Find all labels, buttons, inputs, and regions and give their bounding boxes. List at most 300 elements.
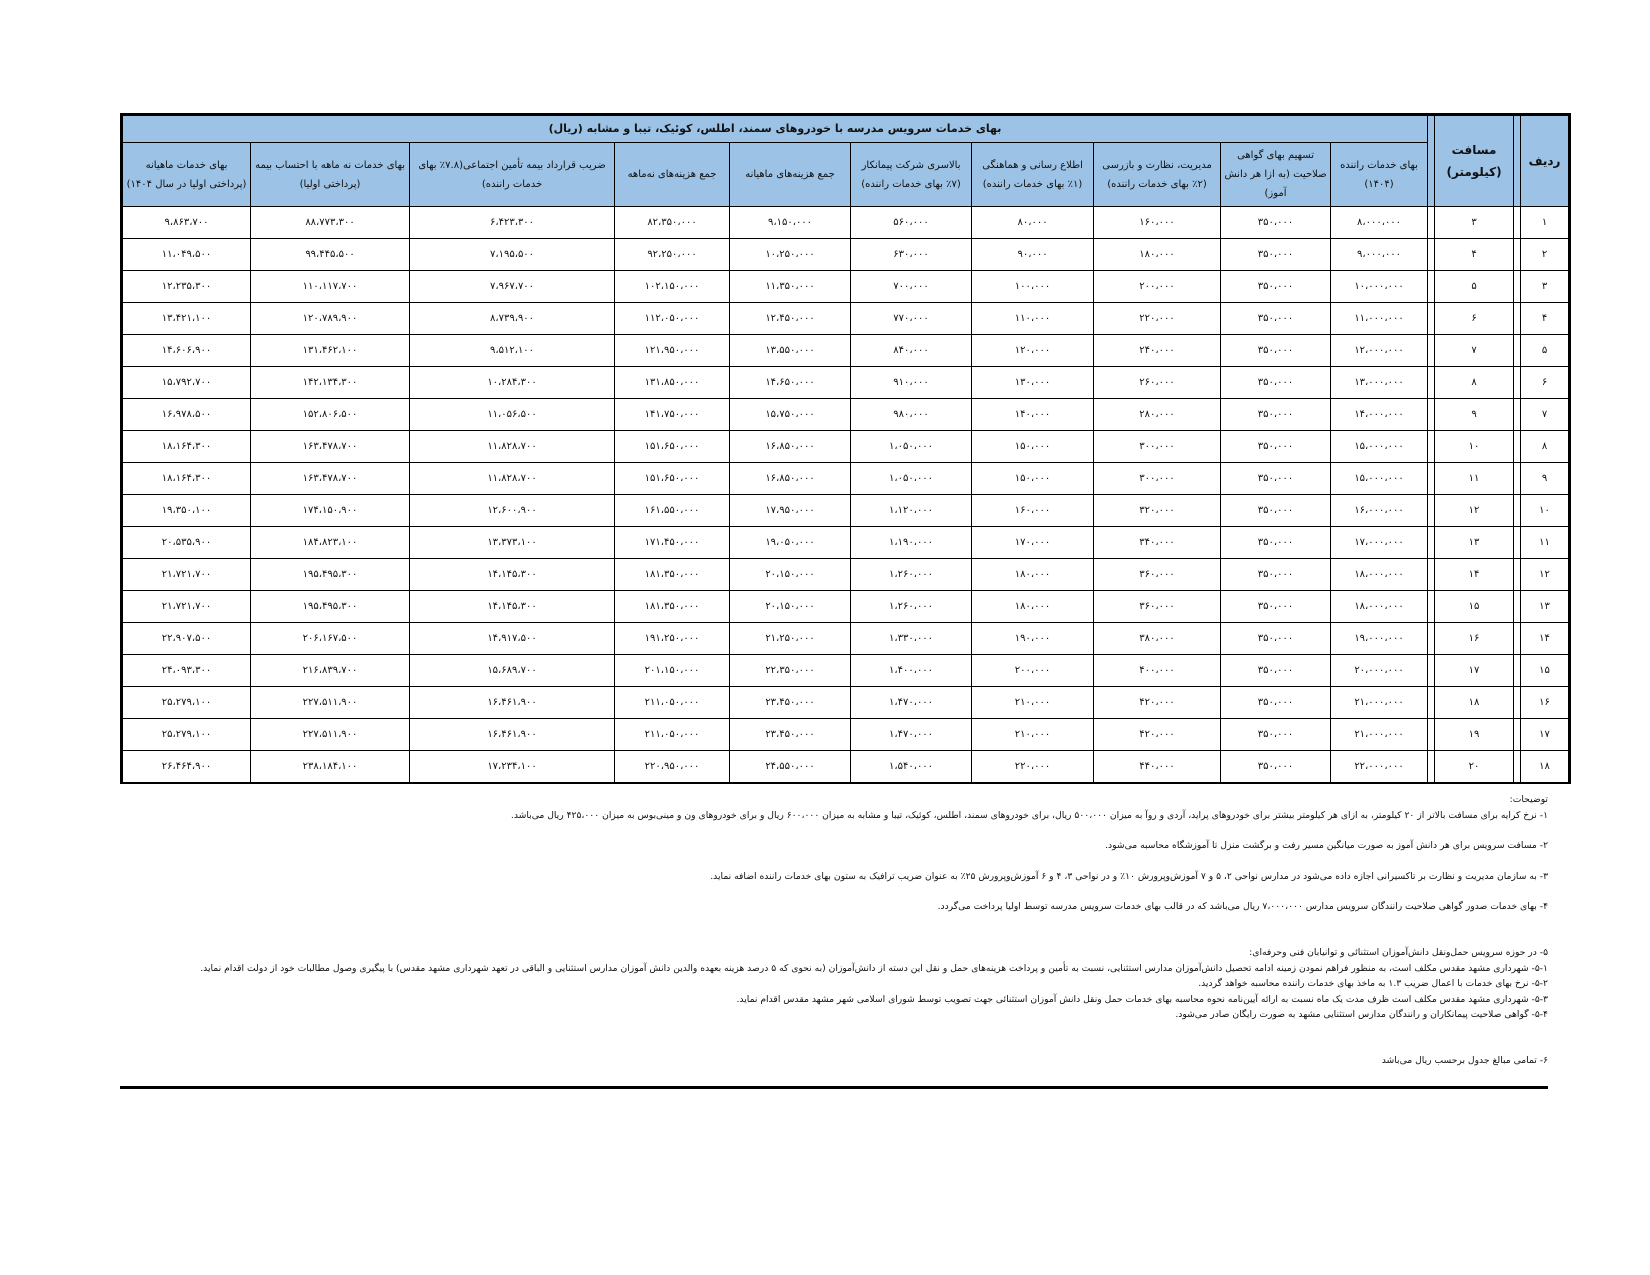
cell-insurance: ۱۰،۲۸۴،۳۰۰: [410, 367, 615, 399]
spacer-cell: [1428, 751, 1435, 784]
cell-contractor: ۱،۲۶۰،۰۰۰: [851, 591, 972, 623]
cell-contractor: ۱،۱۹۰،۰۰۰: [851, 527, 972, 559]
cell-monthly-total: ۹،۱۵۰،۰۰۰: [730, 207, 851, 239]
cell-nine-month-fee: ۲۳۸،۱۸۴،۱۰۰: [251, 751, 410, 784]
cell-no: ۴: [1521, 303, 1570, 335]
table-row: [122, 431, 1570, 463]
header-row-no: ردیف: [1521, 115, 1570, 207]
cell-information: ۱۸۰،۰۰۰: [972, 591, 1094, 623]
table-row: [122, 751, 1570, 784]
cell-nine-month-fee: ۱۴۲،۱۳۴،۳۰۰: [251, 367, 410, 399]
spacer-cell: [1514, 207, 1521, 239]
cell-insurance: ۱۱،۰۵۶،۵۰۰: [410, 399, 615, 431]
table-row: [122, 303, 1570, 335]
cell-distance: ۱۱: [1435, 463, 1514, 495]
cell-distance: ۱۵: [1435, 591, 1514, 623]
spacer-cell: [1514, 399, 1521, 431]
cell-distance: ۱۲: [1435, 495, 1514, 527]
cell-nine-month-fee: ۱۹۵،۴۹۵،۳۰۰: [251, 591, 410, 623]
cell-insurance: ۱۴،۹۱۷،۵۰۰: [410, 623, 615, 655]
cell-nine-month-total: ۱۸۱،۳۵۰،۰۰۰: [615, 591, 730, 623]
cell-nine-month-total: ۸۲،۳۵۰،۰۰۰: [615, 207, 730, 239]
spacer-cell: [1428, 271, 1435, 303]
cell-management: ۱۶۰،۰۰۰: [1094, 207, 1221, 239]
cell-nine-month-fee: ۱۹۵،۴۹۵،۳۰۰: [251, 559, 410, 591]
cell-management: ۳۸۰،۰۰۰: [1094, 623, 1221, 655]
table-row: [122, 719, 1570, 751]
cell-information: ۱۵۰،۰۰۰: [972, 463, 1094, 495]
table-row: [122, 655, 1570, 687]
cell-monthly-fee: ۱۴،۶۰۶،۹۰۰: [122, 335, 251, 367]
table-body: [122, 207, 1570, 784]
cell-monthly-fee: ۲۱،۷۲۱،۷۰۰: [122, 559, 251, 591]
header-nine-month-fee: بهای خدمات نه ماهه با احتساب بیمه (پرداختی اولیا): [251, 143, 410, 207]
cell-monthly-total: ۱۲،۴۵۰،۰۰۰: [730, 303, 851, 335]
note-5-2: ۵-۲- نرخ بهای خدمات با اعمال ضریب ۱.۳ به ماخذ بهای خدمات راننده محاسبه خواهد گردید.: [1198, 978, 1548, 990]
spacer-cell: [1514, 303, 1521, 335]
cell-monthly-fee: ۱۵،۷۹۲،۷۰۰: [122, 367, 251, 399]
cell-no: ۱۵: [1521, 655, 1570, 687]
cell-monthly-total: ۲۳،۴۵۰،۰۰۰: [730, 687, 851, 719]
cell-contractor: ۱،۴۰۰،۰۰۰: [851, 655, 972, 687]
note-6: ۶- تمامی مبالغ جدول برحسب ریال می‌باشد: [1381, 1054, 1548, 1066]
cell-no: ۱۷: [1521, 719, 1570, 751]
header-management: مدیریت، نظارت و بازرسی (۲٪ بهای خدمات راننده): [1094, 143, 1221, 207]
cell-nine-month-total: ۱۵۱،۶۵۰،۰۰۰: [615, 431, 730, 463]
cell-monthly-fee: ۱۸،۱۶۴،۳۰۰: [122, 431, 251, 463]
spacer-cell: [1428, 591, 1435, 623]
cell-certificate: ۳۵۰،۰۰۰: [1221, 655, 1331, 687]
cell-monthly-total: ۱۶،۸۵۰،۰۰۰: [730, 463, 851, 495]
cell-monthly-total: ۲۰،۱۵۰،۰۰۰: [730, 591, 851, 623]
cell-no: ۵: [1521, 335, 1570, 367]
spacer-cell: [1428, 655, 1435, 687]
cell-nine-month-fee: ۱۷۴،۱۵۰،۹۰۰: [251, 495, 410, 527]
header-information: اطلاع رسانی و هماهنگی (۱٪ بهای خدمات راننده): [972, 143, 1094, 207]
spacer-cell: [1428, 463, 1435, 495]
cell-nine-month-fee: ۱۵۲،۸۰۶،۵۰۰: [251, 399, 410, 431]
cell-no: ۱۶: [1521, 687, 1570, 719]
cell-driver-fee: ۱۷،۰۰۰،۰۰۰: [1331, 527, 1428, 559]
cell-certificate: ۳۵۰،۰۰۰: [1221, 623, 1331, 655]
header-nine-month-total: جمع هزینه‌های نه‌ماهه: [615, 143, 730, 207]
spacer-cell: [1514, 527, 1521, 559]
cell-insurance: ۱۵،۶۸۹،۷۰۰: [410, 655, 615, 687]
cell-management: ۲۴۰،۰۰۰: [1094, 335, 1221, 367]
cell-information: ۱۷۰،۰۰۰: [972, 527, 1094, 559]
spacer-cell: [1514, 751, 1521, 784]
cell-distance: ۶: [1435, 303, 1514, 335]
cell-monthly-total: ۲۲،۳۵۰،۰۰۰: [730, 655, 851, 687]
cell-monthly-total: ۱۵،۷۵۰،۰۰۰: [730, 399, 851, 431]
cell-management: ۳۲۰،۰۰۰: [1094, 495, 1221, 527]
cell-driver-fee: ۱۰،۰۰۰،۰۰۰: [1331, 271, 1428, 303]
cell-information: ۱۹۰،۰۰۰: [972, 623, 1094, 655]
spacer-cell: [1514, 687, 1521, 719]
cell-contractor: ۵۶۰،۰۰۰: [851, 207, 972, 239]
cell-monthly-fee: ۲۱،۷۲۱،۷۰۰: [122, 591, 251, 623]
cell-certificate: ۳۵۰،۰۰۰: [1221, 463, 1331, 495]
table-row: [122, 239, 1570, 271]
cell-driver-fee: ۱۳،۰۰۰،۰۰۰: [1331, 367, 1428, 399]
cell-information: ۱۶۰،۰۰۰: [972, 495, 1094, 527]
cell-driver-fee: ۱۴،۰۰۰،۰۰۰: [1331, 399, 1428, 431]
cell-management: ۲۶۰،۰۰۰: [1094, 367, 1221, 399]
cell-insurance: ۱۶،۴۶۱،۹۰۰: [410, 687, 615, 719]
note-5: ۵- در حوزه سرویس حمل‌ونقل دانش‌آموزان استثنائی و توانیابان فنی وحرفه‌ای:: [1249, 946, 1548, 958]
cell-certificate: ۳۵۰،۰۰۰: [1221, 751, 1331, 784]
cell-insurance: ۱۶،۴۶۱،۹۰۰: [410, 719, 615, 751]
spacer-cell: [1428, 495, 1435, 527]
note-5-4: ۵-۴- گواهی صلاحیت پیمانکاران و رانندگان مدارس استثنایی مشهد به صورت رایگان صادر می‌شود.: [1175, 1009, 1548, 1021]
cell-information: ۱۸۰،۰۰۰: [972, 559, 1094, 591]
header-certificate: تسهیم بهای گواهی صلاحیت (به ازا هر دانش آموز): [1221, 143, 1331, 207]
cell-nine-month-fee: ۲۰۶،۱۶۷،۵۰۰: [251, 623, 410, 655]
cell-information: ۲۰۰،۰۰۰: [972, 655, 1094, 687]
cell-management: ۳۶۰،۰۰۰: [1094, 559, 1221, 591]
spacer-cell: [1428, 719, 1435, 751]
cell-monthly-total: ۲۳،۴۵۰،۰۰۰: [730, 719, 851, 751]
cell-driver-fee: ۱۵،۰۰۰،۰۰۰: [1331, 431, 1428, 463]
cell-insurance: ۱۲،۶۰۰،۹۰۰: [410, 495, 615, 527]
cell-distance: ۱۴: [1435, 559, 1514, 591]
cell-nine-month-fee: ۱۸۴،۸۲۳،۱۰۰: [251, 527, 410, 559]
cell-information: ۱۳۰،۰۰۰: [972, 367, 1094, 399]
cell-information: ۸۰،۰۰۰: [972, 207, 1094, 239]
cell-driver-fee: ۱۸،۰۰۰،۰۰۰: [1331, 559, 1428, 591]
cell-distance: ۱۳: [1435, 527, 1514, 559]
cell-monthly-fee: ۲۰،۵۳۵،۹۰۰: [122, 527, 251, 559]
cell-monthly-fee: ۲۶،۴۶۴،۹۰۰: [122, 751, 251, 784]
cell-certificate: ۳۵۰،۰۰۰: [1221, 719, 1331, 751]
cell-nine-month-total: ۱۰۲،۱۵۰،۰۰۰: [615, 271, 730, 303]
cell-management: ۳۰۰،۰۰۰: [1094, 463, 1221, 495]
cell-insurance: ۶،۴۲۳،۳۰۰: [410, 207, 615, 239]
cell-insurance: ۱۷،۲۳۴،۱۰۰: [410, 751, 615, 784]
cell-nine-month-total: ۱۱۲،۰۵۰،۰۰۰: [615, 303, 730, 335]
cell-distance: ۷: [1435, 335, 1514, 367]
cell-driver-fee: ۱۶،۰۰۰،۰۰۰: [1331, 495, 1428, 527]
spacer-cell: [1514, 463, 1521, 495]
cell-distance: ۸: [1435, 367, 1514, 399]
notes-section: [120, 792, 1548, 1069]
cell-monthly-total: ۱۴،۶۵۰،۰۰۰: [730, 367, 851, 399]
spacer-cell: [1428, 399, 1435, 431]
cell-management: ۴۲۰،۰۰۰: [1094, 687, 1221, 719]
cell-nine-month-total: ۱۶۱،۵۵۰،۰۰۰: [615, 495, 730, 527]
cell-distance: ۵: [1435, 271, 1514, 303]
cell-distance: ۱۸: [1435, 687, 1514, 719]
tariff-table: [120, 113, 1571, 784]
cell-insurance: ۷،۹۶۷،۷۰۰: [410, 271, 615, 303]
cell-monthly-total: ۱۰،۲۵۰،۰۰۰: [730, 239, 851, 271]
cell-nine-month-total: ۱۳۱،۸۵۰،۰۰۰: [615, 367, 730, 399]
table-row: [122, 559, 1570, 591]
cell-distance: ۱۶: [1435, 623, 1514, 655]
cell-driver-fee: ۸،۰۰۰،۰۰۰: [1331, 207, 1428, 239]
table-row: [122, 495, 1570, 527]
cell-insurance: ۸،۷۳۹،۹۰۰: [410, 303, 615, 335]
cell-no: ۷: [1521, 399, 1570, 431]
cell-no: ۱۸: [1521, 751, 1570, 784]
cell-contractor: ۱،۰۵۰،۰۰۰: [851, 431, 972, 463]
cell-nine-month-fee: ۱۳۱،۴۶۲،۱۰۰: [251, 335, 410, 367]
table-row: [122, 367, 1570, 399]
cell-no: ۱: [1521, 207, 1570, 239]
spacer-cell: [1428, 687, 1435, 719]
cell-nine-month-total: ۲۲۰،۹۵۰،۰۰۰: [615, 751, 730, 784]
cell-contractor: ۶۳۰،۰۰۰: [851, 239, 972, 271]
cell-nine-month-total: ۹۲،۲۵۰،۰۰۰: [615, 239, 730, 271]
cell-nine-month-fee: ۲۲۷،۵۱۱،۹۰۰: [251, 687, 410, 719]
cell-nine-month-fee: ۱۲۰،۷۸۹،۹۰۰: [251, 303, 410, 335]
cell-nine-month-total: ۱۹۱،۲۵۰،۰۰۰: [615, 623, 730, 655]
cell-distance: ۱۹: [1435, 719, 1514, 751]
cell-insurance: ۱۴،۱۴۵،۳۰۰: [410, 559, 615, 591]
spacer-cell: [1514, 655, 1521, 687]
cell-certificate: ۳۵۰،۰۰۰: [1221, 431, 1331, 463]
cell-nine-month-total: ۱۴۱،۷۵۰،۰۰۰: [615, 399, 730, 431]
table-row: [122, 399, 1570, 431]
tariff-sheet: [120, 113, 1561, 1069]
cell-contractor: ۱،۴۷۰،۰۰۰: [851, 687, 972, 719]
spacer-cell: [1514, 591, 1521, 623]
cell-certificate: ۳۵۰،۰۰۰: [1221, 367, 1331, 399]
cell-no: ۱۱: [1521, 527, 1570, 559]
cell-information: ۲۲۰،۰۰۰: [972, 751, 1094, 784]
cell-driver-fee: ۱۵،۰۰۰،۰۰۰: [1331, 463, 1428, 495]
cell-contractor: ۹۱۰،۰۰۰: [851, 367, 972, 399]
notes-heading: توضیحات:: [1509, 794, 1548, 805]
note-5-3: ۵-۳- شهرداری مشهد مقدس مکلف است ظرف مدت یک ماه نسبت به ارائه آیین‌نامه نحوه محاسبه بهای خدمات حمل ونقل دانش آموزان استثنائی جهت تصویب توسط شورای اسلامی شهر مشهد مقدس اقدام نماید.: [736, 993, 1548, 1005]
cell-no: ۹: [1521, 463, 1570, 495]
spacer-cell: [1514, 431, 1521, 463]
cell-insurance: ۹،۵۱۲،۱۰۰: [410, 335, 615, 367]
cell-nine-month-fee: ۹۹،۴۴۵،۵۰۰: [251, 239, 410, 271]
table-title: بهای خدمات سرویس مدرسه با خودروهای سمند، اطلس، کوئیک، تیبا و مشابه (ریال): [122, 115, 1428, 143]
spacer-cell: [1514, 495, 1521, 527]
cell-insurance: ۱۴،۱۴۵،۳۰۰: [410, 591, 615, 623]
cell-monthly-fee: ۹،۸۶۳،۷۰۰: [122, 207, 251, 239]
spacer-cell: [1514, 623, 1521, 655]
spacer-cell: [1428, 239, 1435, 271]
cell-no: ۱۳: [1521, 591, 1570, 623]
cell-driver-fee: ۱۲،۰۰۰،۰۰۰: [1331, 335, 1428, 367]
cell-monthly-fee: ۱۳،۴۲۱،۱۰۰: [122, 303, 251, 335]
cell-certificate: ۳۵۰،۰۰۰: [1221, 335, 1331, 367]
cell-insurance: ۷،۱۹۵،۵۰۰: [410, 239, 615, 271]
cell-no: ۱۲: [1521, 559, 1570, 591]
cell-no: ۳: [1521, 271, 1570, 303]
cell-contractor: ۱،۲۶۰،۰۰۰: [851, 559, 972, 591]
table-row: [122, 623, 1570, 655]
cell-nine-month-total: ۱۷۱،۴۵۰،۰۰۰: [615, 527, 730, 559]
cell-monthly-fee: ۲۴،۰۹۳،۳۰۰: [122, 655, 251, 687]
header-monthly-total: جمع هزینه‌های ماهیانه: [730, 143, 851, 207]
cell-nine-month-fee: ۲۲۷،۵۱۱،۹۰۰: [251, 719, 410, 751]
header-contractor: بالاسری شرکت پیمانکار (۷٪ بهای خدمات راننده): [851, 143, 972, 207]
cell-contractor: ۱،۰۵۰،۰۰۰: [851, 463, 972, 495]
header-spacer: [1428, 115, 1435, 207]
header-monthly-fee: بهای خدمات ماهیانه (پرداختی اولیا در سال ۱۴۰۴): [122, 143, 251, 207]
cell-nine-month-total: ۱۸۱،۳۵۰،۰۰۰: [615, 559, 730, 591]
cell-management: ۴۲۰،۰۰۰: [1094, 719, 1221, 751]
cell-monthly-fee: ۱۱،۰۴۹،۵۰۰: [122, 239, 251, 271]
cell-management: ۲۰۰،۰۰۰: [1094, 271, 1221, 303]
cell-certificate: ۳۵۰،۰۰۰: [1221, 559, 1331, 591]
note-5-1: ۵-۱- شهرداری مشهد مقدس مکلف است، به منظور فراهم نمودن زمینه ادامه تحصیل دانش‌آموزان مدارس استثنایی، نسبت به تأمین و پرداخت هزینه‌های حمل و نقل این دسته از دانش‌آموزان (به نحوی که ۵ درصد هزینه بعهده والدین دانش آموزان مدارس استثنایی و الباقی در تعهد شهرداری مشهد مقدس) با پیگیری وصول مطالبات خود از دولت اقدام نماید.: [200, 962, 1548, 974]
spacer-cell: [1428, 431, 1435, 463]
cell-monthly-fee: ۱۹،۳۵۰،۱۰۰: [122, 495, 251, 527]
cell-driver-fee: ۲۱،۰۰۰،۰۰۰: [1331, 687, 1428, 719]
cell-monthly-total: ۱۶،۸۵۰،۰۰۰: [730, 431, 851, 463]
cell-monthly-fee: ۲۲،۹۰۷،۵۰۰: [122, 623, 251, 655]
cell-management: ۳۴۰،۰۰۰: [1094, 527, 1221, 559]
cell-nine-month-total: ۲۱۱،۰۵۰،۰۰۰: [615, 719, 730, 751]
cell-driver-fee: ۱۸،۰۰۰،۰۰۰: [1331, 591, 1428, 623]
cell-management: ۲۸۰،۰۰۰: [1094, 399, 1221, 431]
cell-certificate: ۳۵۰،۰۰۰: [1221, 687, 1331, 719]
cell-distance: ۱۷: [1435, 655, 1514, 687]
cell-information: ۱۵۰،۰۰۰: [972, 431, 1094, 463]
cell-distance: ۳: [1435, 207, 1514, 239]
cell-no: ۱۴: [1521, 623, 1570, 655]
spacer-cell: [1428, 303, 1435, 335]
spacer-cell: [1514, 271, 1521, 303]
spacer-cell: [1428, 623, 1435, 655]
cell-insurance: ۱۱،۸۲۸،۷۰۰: [410, 463, 615, 495]
cell-no: ۱۰: [1521, 495, 1570, 527]
spacer-cell: [1514, 719, 1521, 751]
cell-insurance: ۱۱،۸۲۸،۷۰۰: [410, 431, 615, 463]
cell-nine-month-total: ۲۱۱،۰۵۰،۰۰۰: [615, 687, 730, 719]
spacer-cell: [1428, 367, 1435, 399]
cell-distance: ۴: [1435, 239, 1514, 271]
cell-no: ۶: [1521, 367, 1570, 399]
note-4: ۴- بهای خدمات صدور گواهی صلاحیت رانندگان سرویس مدارس ۷،۰۰۰،۰۰۰ ریال می‌باشد که در قالب بهای خدمات سرویس مدرسه توسط اولیا پرداخت می‌گردد.: [937, 901, 1548, 913]
cell-management: ۴۴۰،۰۰۰: [1094, 751, 1221, 784]
cell-information: ۲۱۰،۰۰۰: [972, 719, 1094, 751]
note-2: ۲- مسافت سرویس برای هر دانش آموز به صورت میانگین مسیر رفت و برگشت منزل تا آموزشگاه محاسبه می‌شود.: [1105, 840, 1548, 852]
cell-nine-month-fee: ۱۱۰،۱۱۷،۷۰۰: [251, 271, 410, 303]
cell-monthly-fee: ۱۸،۱۶۴،۳۰۰: [122, 463, 251, 495]
table-row: [122, 271, 1570, 303]
cell-monthly-total: ۱۷،۹۵۰،۰۰۰: [730, 495, 851, 527]
table-row: [122, 527, 1570, 559]
cell-contractor: ۱،۱۲۰،۰۰۰: [851, 495, 972, 527]
cell-nine-month-total: ۱۵۱،۶۵۰،۰۰۰: [615, 463, 730, 495]
cell-monthly-total: ۲۴،۵۵۰،۰۰۰: [730, 751, 851, 784]
cell-monthly-total: ۲۰،۱۵۰،۰۰۰: [730, 559, 851, 591]
cell-management: ۲۲۰،۰۰۰: [1094, 303, 1221, 335]
spacer-cell: [1514, 367, 1521, 399]
cell-certificate: ۳۵۰،۰۰۰: [1221, 495, 1331, 527]
cell-monthly-fee: ۲۵،۲۷۹،۱۰۰: [122, 719, 251, 751]
cell-driver-fee: ۲۱،۰۰۰،۰۰۰: [1331, 719, 1428, 751]
cell-monthly-fee: ۲۵،۲۷۹،۱۰۰: [122, 687, 251, 719]
cell-nine-month-total: ۱۲۱،۹۵۰،۰۰۰: [615, 335, 730, 367]
spacer-cell: [1428, 527, 1435, 559]
cell-certificate: ۳۵۰،۰۰۰: [1221, 207, 1331, 239]
cell-contractor: ۷۰۰،۰۰۰: [851, 271, 972, 303]
cell-contractor: ۷۷۰،۰۰۰: [851, 303, 972, 335]
cell-information: ۱۰۰،۰۰۰: [972, 271, 1094, 303]
cell-certificate: ۳۵۰،۰۰۰: [1221, 271, 1331, 303]
cell-monthly-total: ۱۱،۳۵۰،۰۰۰: [730, 271, 851, 303]
cell-management: ۳۶۰،۰۰۰: [1094, 591, 1221, 623]
cell-contractor: ۱،۵۴۰،۰۰۰: [851, 751, 972, 784]
cell-contractor: ۱،۳۳۰،۰۰۰: [851, 623, 972, 655]
header-spacer: [1514, 115, 1521, 207]
note-1: ۱- نرخ کرایه برای مسافت بالاتر از ۲۰ کیلومتر، به ازای هر کیلومتر بیشتر برای خودروهای پراید، آردی و روآ به میزان ۵۰۰،۰۰۰ ریال، برای خودروهای سمند، اطلس، کوئیک، تیبا و مشابه به میزان ۶۰۰،۰۰۰ ریال و برای خودروهای ون و مینی‌بوس به میزان ۴۲۵،۰۰۰ ریال می‌باشد.: [510, 809, 1548, 821]
cell-nine-month-fee: ۸۸،۷۷۳،۳۰۰: [251, 207, 410, 239]
header-distance: مسافت (کیلومتر): [1435, 115, 1514, 207]
cell-contractor: ۸۴۰،۰۰۰: [851, 335, 972, 367]
cell-certificate: ۳۵۰،۰۰۰: [1221, 591, 1331, 623]
header-driver-fee: بهای خدمات راننده (۱۴۰۴): [1331, 143, 1428, 207]
table-row: [122, 207, 1570, 239]
spacer-cell: [1514, 559, 1521, 591]
cell-nine-month-fee: ۲۱۶،۸۳۹،۷۰۰: [251, 655, 410, 687]
cell-nine-month-fee: ۱۶۳،۴۷۸،۷۰۰: [251, 463, 410, 495]
table-row: [122, 687, 1570, 719]
spacer-cell: [1514, 335, 1521, 367]
cell-distance: ۱۰: [1435, 431, 1514, 463]
table-row: [122, 335, 1570, 367]
header-insurance: ضریب قرارداد بیمه تأمین اجتماعی(۷.۸٪ بهای خدمات راننده): [410, 143, 615, 207]
cell-information: ۱۲۰،۰۰۰: [972, 335, 1094, 367]
table-row: [122, 591, 1570, 623]
cell-contractor: ۹۸۰،۰۰۰: [851, 399, 972, 431]
cell-monthly-total: ۱۹،۰۵۰،۰۰۰: [730, 527, 851, 559]
note-3: ۳- به سازمان مدیریت و نظارت بر تاکسیرانی اجازه داده می‌شود در مدارس نواحی ۲، ۵ و ۷ آموزش‌وپرورش ۱۰٪ و در نواحی ۳، ۴ و ۶ آموزش‌وپرورش ۲۵٪ به عنوان ضریب ترافیک به ستون بهای خدمات راننده اضافه نماید.: [710, 870, 1548, 882]
cell-management: ۴۰۰،۰۰۰: [1094, 655, 1221, 687]
cell-certificate: ۳۵۰،۰۰۰: [1221, 303, 1331, 335]
cell-contractor: ۱،۴۷۰،۰۰۰: [851, 719, 972, 751]
cell-no: ۲: [1521, 239, 1570, 271]
cell-management: ۳۰۰،۰۰۰: [1094, 431, 1221, 463]
cell-information: ۹۰،۰۰۰: [972, 239, 1094, 271]
spacer-cell: [1428, 207, 1435, 239]
cell-information: ۲۱۰،۰۰۰: [972, 687, 1094, 719]
cell-driver-fee: ۲۰،۰۰۰،۰۰۰: [1331, 655, 1428, 687]
cell-monthly-total: ۲۱،۲۵۰،۰۰۰: [730, 623, 851, 655]
cell-certificate: ۳۵۰،۰۰۰: [1221, 399, 1331, 431]
cell-monthly-fee: ۱۶،۹۷۸،۵۰۰: [122, 399, 251, 431]
cell-insurance: ۱۳،۳۷۳،۱۰۰: [410, 527, 615, 559]
cell-nine-month-total: ۲۰۱،۱۵۰،۰۰۰: [615, 655, 730, 687]
cell-driver-fee: ۹،۰۰۰،۰۰۰: [1331, 239, 1428, 271]
cell-information: ۱۴۰،۰۰۰: [972, 399, 1094, 431]
cell-certificate: ۳۵۰،۰۰۰: [1221, 239, 1331, 271]
cell-driver-fee: ۱۱،۰۰۰،۰۰۰: [1331, 303, 1428, 335]
spacer-cell: [1514, 239, 1521, 271]
spacer-cell: [1428, 335, 1435, 367]
cell-distance: ۹: [1435, 399, 1514, 431]
cell-information: ۱۱۰،۰۰۰: [972, 303, 1094, 335]
cell-driver-fee: ۲۲،۰۰۰،۰۰۰: [1331, 751, 1428, 784]
table-row: [122, 463, 1570, 495]
spacer-cell: [1428, 559, 1435, 591]
cell-no: ۸: [1521, 431, 1570, 463]
cell-monthly-fee: ۱۲،۲۳۵،۳۰۰: [122, 271, 251, 303]
cell-monthly-total: ۱۳،۵۵۰،۰۰۰: [730, 335, 851, 367]
bottom-rule: [120, 1086, 1548, 1089]
cell-distance: ۲۰: [1435, 751, 1514, 784]
cell-certificate: ۳۵۰،۰۰۰: [1221, 527, 1331, 559]
cell-management: ۱۸۰،۰۰۰: [1094, 239, 1221, 271]
cell-driver-fee: ۱۹،۰۰۰،۰۰۰: [1331, 623, 1428, 655]
